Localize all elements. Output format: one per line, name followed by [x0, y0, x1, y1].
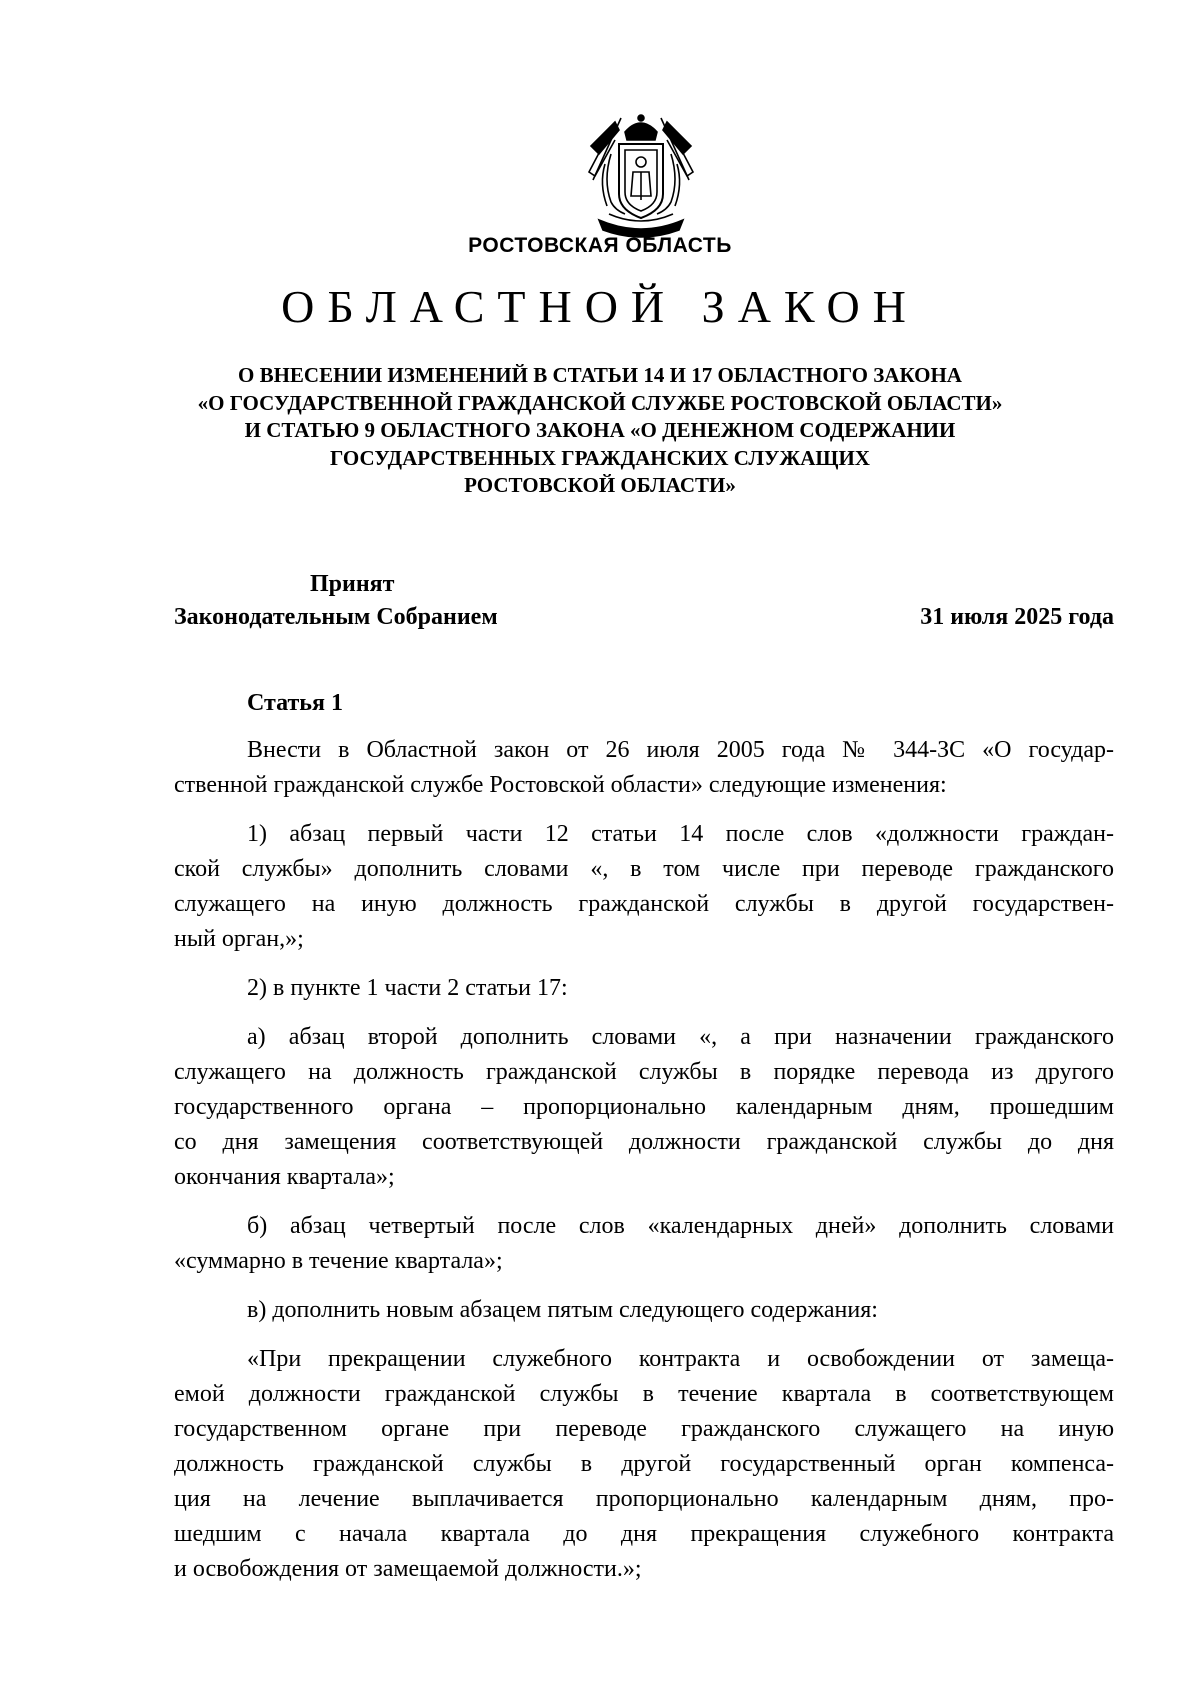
- text-line: служащего на должность гражданской службы в порядке перевода из другого: [174, 1059, 1114, 1085]
- article-heading: Статья 1: [247, 690, 343, 716]
- law-title-line: И СТАТЬЮ 9 ОБЛАСТНОГО ЗАКОНА «О ДЕНЕЖНОМ СОДЕРЖАНИИ: [244, 418, 956, 442]
- text-line: 2) в пункте 1 части 2 статьи 17:: [247, 975, 568, 1001]
- text-line: емой должности гражданской службы в течение квартала в соответствующем: [174, 1381, 1114, 1407]
- law-title-line: РОСТОВСКОЙ ОБЛАСТИ»: [464, 473, 736, 497]
- paragraph: [174, 817, 1114, 957]
- region-name: РОСТОВСКАЯ ОБЛАСТЬ: [468, 234, 732, 257]
- text-line: со дня замещения соответствующей должности гражданской службы до дня: [174, 1129, 1114, 1155]
- text-line: и освобождения от замещаемой должности.»;: [174, 1556, 642, 1582]
- text-line: ный орган,»;: [174, 926, 304, 952]
- adopted-label: Принят: [310, 571, 395, 597]
- text-line: Внести в Областной закон от 26 июля 2005 года № 344-ЗС «О государ-: [247, 737, 1114, 763]
- law-title-line: ГОСУДАРСТВЕННЫХ ГРАЖДАНСКИХ СЛУЖАЩИХ: [330, 445, 870, 470]
- text-line: шедшим с начала квартала до дня прекращения служебного контракта: [174, 1521, 1114, 1547]
- text-line: ской службы» дополнить словами «, в том числе при переводе гражданского: [174, 856, 1114, 882]
- text-line: «суммарно в течение квартала»;: [174, 1248, 503, 1274]
- text-line: а) абзац второй дополнить словами «, а при назначении гражданского: [247, 1024, 1114, 1050]
- law-title-line: О ВНЕСЕНИИ ИЗМЕНЕНИЙ В СТАТЬИ 14 И 17 ОБЛАСТНОГО ЗАКОНА: [238, 363, 962, 387]
- article-body: [174, 733, 1114, 1601]
- paragraph: [174, 1209, 1114, 1279]
- rostov-coat-of-arms-icon: [585, 110, 697, 242]
- text-line: служащего на иную должность гражданской службы в другой государствен-: [174, 891, 1114, 917]
- text-line: окончания квартала»;: [174, 1164, 395, 1190]
- text-line: государственного органа – пропорционально календарным дням, прошедшим: [174, 1094, 1114, 1120]
- text-line: 1) абзац первый части 12 статьи 14 после слов «должности граждан-: [247, 821, 1114, 847]
- text-line: «При прекращении служебного контракта и освобождении от замеща-: [247, 1346, 1114, 1372]
- text-line: государственном органе при переводе гражданского служащего на иную: [174, 1416, 1114, 1442]
- paragraph: [174, 1293, 1114, 1328]
- law-type-heading: ОБЛАСТНОЙ ЗАКОН: [281, 281, 919, 332]
- paragraph: [174, 971, 1114, 1006]
- paragraph: [174, 1342, 1114, 1587]
- text-line: б) абзац четвертый после слов «календарных дней» дополнить словами: [247, 1213, 1114, 1239]
- adopted-by: Законодательным Собранием: [174, 604, 498, 630]
- paragraph: [174, 1020, 1114, 1195]
- law-title: [150, 362, 1050, 500]
- text-line: ственной гражданской службе Ростовской области» следующие изменения:: [174, 772, 947, 798]
- text-line: ция на лечение выплачивается пропорционально календарным дням, про-: [174, 1486, 1114, 1512]
- law-title-line: «О ГОСУДАРСТВЕННОЙ ГРАЖДАНСКОЙ СЛУЖБЕ РОСТОВСКОЙ ОБЛАСТИ»: [197, 390, 1003, 415]
- paragraph: [174, 733, 1114, 803]
- text-line: должность гражданской службы в другой государственный орган компенса-: [174, 1451, 1114, 1477]
- text-line: в) дополнить новым абзацем пятым следующего содержания:: [247, 1297, 878, 1323]
- adoption-date: 31 июля 2025 года: [920, 604, 1114, 630]
